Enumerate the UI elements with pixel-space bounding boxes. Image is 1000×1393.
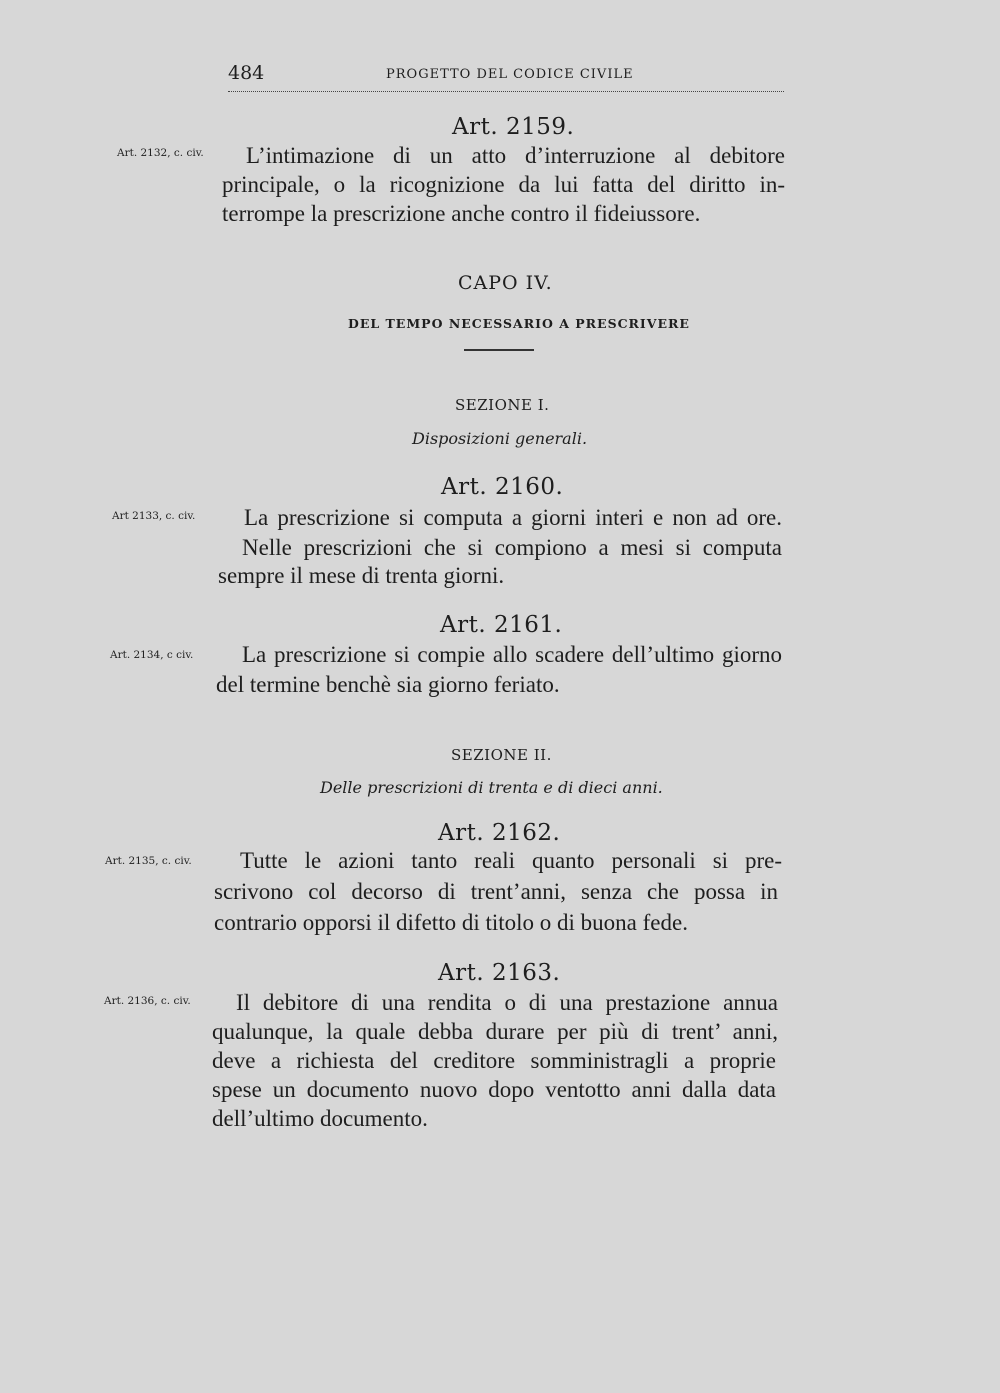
article-line: principale, o la ricognizione da lui fatta del diritto in- [222, 172, 785, 197]
article-line: Tutte le azioni tanto reali quanto personali si pre- [240, 848, 782, 873]
section-title-2: SEZIONE II. [451, 746, 552, 764]
running-title: PROGETTO DEL CODICE CIVILE [386, 67, 634, 82]
article-line: del termine benchè sia giorno feriato. [216, 672, 560, 697]
article-line: La prescrizione si compie allo scadere dell’ultimo giorno [242, 642, 782, 667]
article-heading-2163: Art. 2163. [438, 960, 561, 986]
article-line: La prescrizione si computa a giorni interi e non ad ore. [244, 505, 782, 530]
chapter-subtitle: DEL TEMPO NECESSARIO A PRESCRIVERE [348, 316, 690, 331]
section-subtitle-1: Disposizioni generali. [412, 429, 588, 448]
article-line: terrompe la prescrizione anche contro il fideiussore. [222, 201, 701, 226]
margin-ref-2136: Art. 2136, c. civ. [104, 995, 191, 1007]
article-line: deve a richiesta del creditore somministragli a proprie [212, 1048, 776, 1073]
article-line: contrario opporsi il difetto di titolo o di buona fede. [214, 910, 688, 935]
chapter-rule [464, 349, 534, 351]
article-line: qualunque, la quale debba durare per più di trent’ anni, [212, 1019, 778, 1044]
article-heading-2162: Art. 2162. [438, 820, 561, 846]
margin-ref-2133: Art 2133, c. civ. [112, 510, 196, 522]
article-line: Il debitore di una rendita o di una prestazione annua [236, 990, 778, 1015]
page-number: 484 [228, 62, 265, 84]
header-rule [228, 91, 784, 92]
section-subtitle-2: Delle prescrizioni di trenta e di dieci anni. [320, 778, 663, 797]
article-line: spese un documento nuovo dopo ventotto anni dalla data [212, 1077, 776, 1102]
article-heading-2160: Art. 2160. [441, 474, 564, 500]
article-heading-2159: Art. 2159. [452, 114, 575, 140]
article-heading-2161: Art. 2161. [440, 612, 563, 638]
margin-ref-2134: Art. 2134, c civ. [110, 649, 194, 661]
article-line: scrivono col decorso di trent’anni, senza che possa in [214, 879, 778, 904]
article-line: Nelle prescrizioni che si compiono a mesi si computa [242, 535, 782, 560]
article-line: sempre il mese di trenta giorni. [218, 563, 505, 588]
chapter-title: CAPO IV. [458, 272, 553, 294]
section-title-1: SEZIONE I. [455, 396, 550, 414]
article-line: L’intimazione di un atto d’interruzione al debitore [246, 143, 785, 168]
article-line: dell’ultimo documento. [212, 1106, 428, 1131]
margin-ref-2135: Art. 2135, c. civ. [105, 855, 192, 867]
margin-ref-2132: Art. 2132, c. civ. [117, 147, 204, 159]
